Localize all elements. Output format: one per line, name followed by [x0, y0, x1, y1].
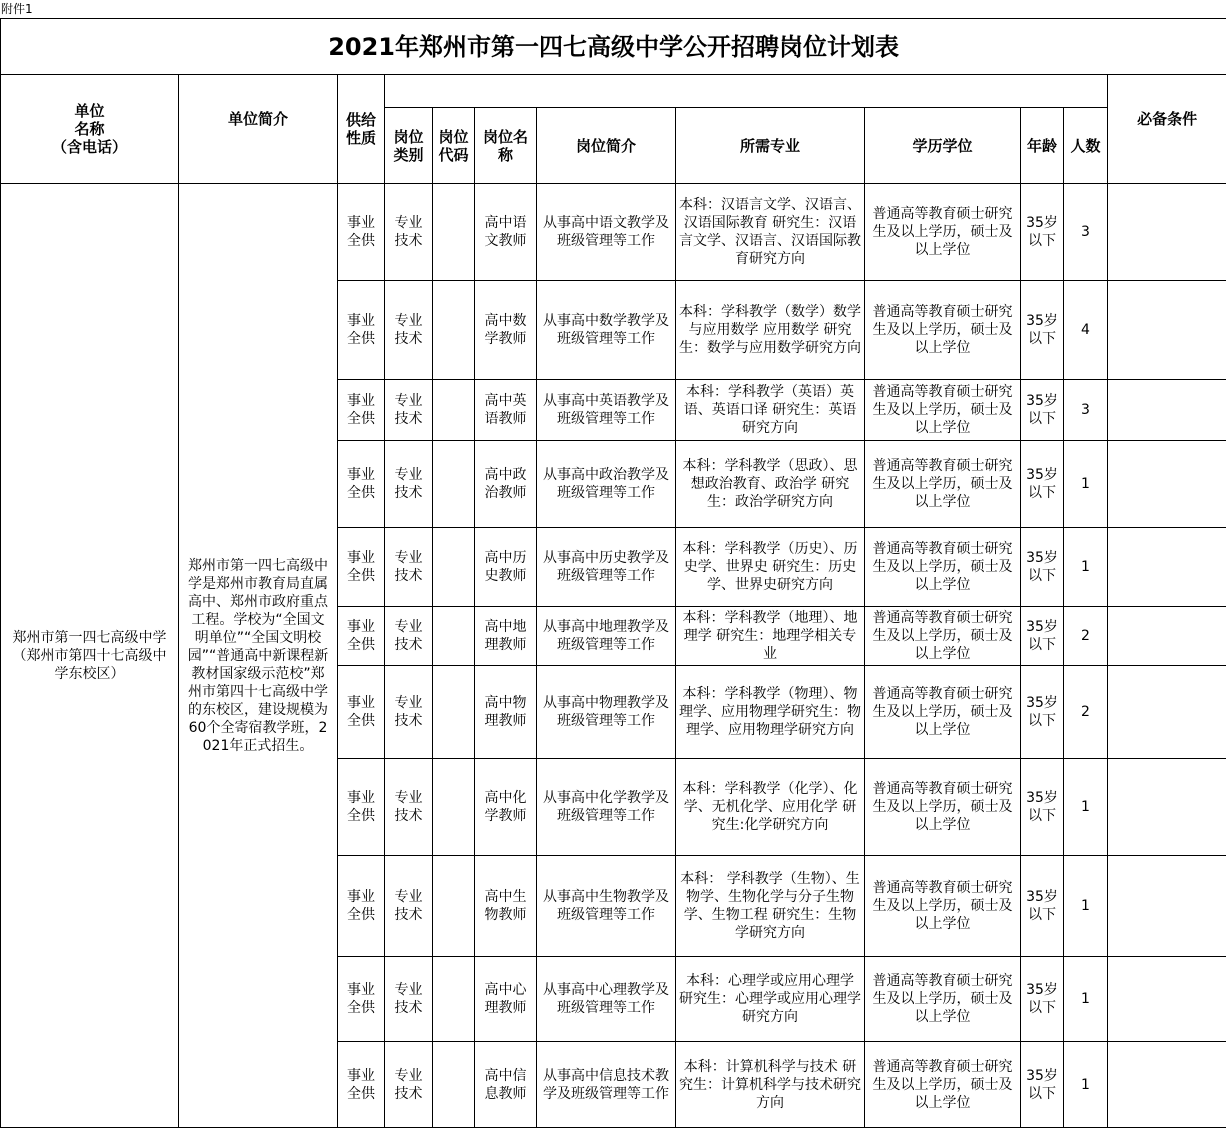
major-cell: 本科：心理学或应用心理学 研究生：心理学或应用心理学研究方向: [676, 957, 865, 1042]
post-category-cell: 专业 技术: [385, 856, 433, 957]
major-cell: 本科：学科教学（化学）、化学、无机化学、应用化学 研究生:化学研究方向: [676, 759, 865, 856]
supply-cell: 事业 全供: [338, 380, 385, 441]
post-name-cell: 高中化 学教师: [475, 759, 537, 856]
unit-intro-cell: 郑州市第一四七高级中学是郑州市教育局直属高中、郑州市政府重点工程。学校为“全国文明单位”“全国文明校园”“普通高中新课程新教材国家级示范校”郑州市第四十七高级中学的东校区，建设规模为60个全寄宿教学班，2021年正式招生。: [179, 184, 338, 1128]
age-cell: 35岁 以下: [1021, 528, 1064, 607]
post-intro-cell: 从事高中数学教学及班级管理等工作: [537, 281, 676, 380]
supply-cell: 事业 全供: [338, 759, 385, 856]
count-cell: 1: [1064, 856, 1108, 957]
count-cell: 1: [1064, 441, 1108, 528]
post-intro-cell: 从事高中地理教学及班级管理等工作: [537, 607, 676, 666]
post-intro-cell: 从事高中物理教学及班级管理等工作: [537, 666, 676, 759]
supply-cell: 事业 全供: [338, 184, 385, 281]
post-code-cell: [433, 380, 475, 441]
age-cell: 35岁 以下: [1021, 957, 1064, 1042]
header-group-cell: [385, 75, 1108, 108]
major-cell: 本科：学科教学（数学）数学与应用数学 应用数学 研究生：数学与应用数学研究方向: [676, 281, 865, 380]
education-cell: 普通高等教育硕士研究生及以上学历，硕士及以上学位: [865, 380, 1021, 441]
age-cell: 35岁 以下: [1021, 441, 1064, 528]
count-cell: 3: [1064, 184, 1108, 281]
age-cell: 35岁 以下: [1021, 607, 1064, 666]
age-cell: 35岁 以下: [1021, 856, 1064, 957]
supply-cell: 事业 全供: [338, 441, 385, 528]
required-cell: [1108, 281, 1226, 380]
post-category-cell: 专业 技术: [385, 380, 433, 441]
required-cell: [1108, 528, 1226, 607]
major-cell: 本科：计算机科学与技术 研究生：计算机科学与技术研究方向: [676, 1042, 865, 1128]
required-cell: [1108, 1042, 1226, 1128]
header-post-name: 岗位名 称: [475, 108, 537, 184]
major-cell: 本科：汉语言文学、汉语言、汉语国际教育 研究生：汉语言文学、汉语言、汉语国际教育研究方向: [676, 184, 865, 281]
required-cell: [1108, 441, 1226, 528]
post-category-cell: 专业 技术: [385, 957, 433, 1042]
count-cell: 1: [1064, 759, 1108, 856]
attachment-label: 附件1: [1, 0, 33, 18]
post-category-cell: 专业 技术: [385, 607, 433, 666]
supply-cell: 事业 全供: [338, 281, 385, 380]
post-code-cell: [433, 281, 475, 380]
education-cell: 普通高等教育硕士研究生及以上学历，硕士及以上学位: [865, 528, 1021, 607]
major-cell: 本科：学科教学（物理）、物理学、应用物理学研究生：物理学、应用物理学研究方向: [676, 666, 865, 759]
count-cell: 1: [1064, 957, 1108, 1042]
post-name-cell: 高中语 文教师: [475, 184, 537, 281]
education-cell: 普通高等教育硕士研究生及以上学历，硕士及以上学位: [865, 281, 1021, 380]
post-name-cell: 高中生 物教师: [475, 856, 537, 957]
supply-cell: 事业 全供: [338, 957, 385, 1042]
recruitment-plan-table: [0, 18, 1226, 1128]
count-cell: 2: [1064, 607, 1108, 666]
post-category-cell: 专业 技术: [385, 184, 433, 281]
post-intro-cell: 从事高中化学教学及班级管理等工作: [537, 759, 676, 856]
count-cell: 4: [1064, 281, 1108, 380]
count-cell: 2: [1064, 666, 1108, 759]
post-code-cell: [433, 184, 475, 281]
post-intro-cell: 从事高中语文教学及班级管理等工作: [537, 184, 676, 281]
header-count: 人数: [1064, 108, 1108, 184]
required-cell: [1108, 957, 1226, 1042]
post-intro-cell: 从事高中生物教学及班级管理等工作: [537, 856, 676, 957]
education-cell: 普通高等教育硕士研究生及以上学历，硕士及以上学位: [865, 759, 1021, 856]
post-name-cell: 高中信 息教师: [475, 1042, 537, 1128]
post-code-cell: [433, 528, 475, 607]
education-cell: 普通高等教育硕士研究生及以上学历，硕士及以上学位: [865, 957, 1021, 1042]
post-code-cell: [433, 759, 475, 856]
post-category-cell: 专业 技术: [385, 666, 433, 759]
supply-cell: 事业 全供: [338, 1042, 385, 1128]
post-category-cell: 专业 技术: [385, 528, 433, 607]
count-cell: 1: [1064, 1042, 1108, 1128]
post-category-cell: 专业 技术: [385, 441, 433, 528]
required-cell: [1108, 666, 1226, 759]
header-required: 必备条件: [1108, 75, 1226, 184]
education-cell: 普通高等教育硕士研究生及以上学历，硕士及以上学位: [865, 184, 1021, 281]
age-cell: 35岁 以下: [1021, 184, 1064, 281]
unit-name-cell: 郑州市第一四七高级中学（郑州市第四十七高级中学东校区）: [1, 184, 179, 1128]
education-cell: 普通高等教育硕士研究生及以上学历，硕士及以上学位: [865, 607, 1021, 666]
header-age: 年龄: [1021, 108, 1064, 184]
post-name-cell: 高中物 理教师: [475, 666, 537, 759]
major-cell: 本科： 学科教学（生物）、生物学、生物化学与分子生物学、生物工程 研究生：生物学研究方向: [676, 856, 865, 957]
post-code-cell: [433, 607, 475, 666]
post-name-cell: 高中历 史教师: [475, 528, 537, 607]
age-cell: 35岁 以下: [1021, 281, 1064, 380]
post-intro-cell: 从事高中历史教学及班级管理等工作: [537, 528, 676, 607]
header-post-code: 岗位 代码: [433, 108, 475, 184]
required-cell: [1108, 759, 1226, 856]
header-major: 所需专业: [676, 108, 865, 184]
supply-cell: 事业 全供: [338, 856, 385, 957]
post-code-cell: [433, 856, 475, 957]
supply-cell: 事业 全供: [338, 607, 385, 666]
education-cell: 普通高等教育硕士研究生及以上学历，硕士及以上学位: [865, 1042, 1021, 1128]
table-title: 2021年郑州市第一四七高级中学公开招聘岗位计划表: [1, 19, 1226, 75]
post-category-cell: 专业 技术: [385, 1042, 433, 1128]
header-unit-intro: 单位简介: [179, 75, 338, 184]
post-name-cell: 高中数 学教师: [475, 281, 537, 380]
major-cell: 本科：学科教学（思政）、思想政治教育、政治学 研究生：政治学研究方向: [676, 441, 865, 528]
header-education: 学历学位: [865, 108, 1021, 184]
post-name-cell: 高中政 治教师: [475, 441, 537, 528]
count-cell: 3: [1064, 380, 1108, 441]
table-row: [1, 184, 1226, 281]
age-cell: 35岁 以下: [1021, 759, 1064, 856]
post-code-cell: [433, 441, 475, 528]
post-code-cell: [433, 666, 475, 759]
header-post-category: 岗位 类别: [385, 108, 433, 184]
post-code-cell: [433, 957, 475, 1042]
age-cell: 35岁 以下: [1021, 666, 1064, 759]
count-cell: 1: [1064, 528, 1108, 607]
required-cell: [1108, 607, 1226, 666]
post-code-cell: [433, 1042, 475, 1128]
post-intro-cell: 从事高中信息技术教学及班级管理等工作: [537, 1042, 676, 1128]
age-cell: 35岁 以下: [1021, 1042, 1064, 1128]
post-category-cell: 专业 技术: [385, 281, 433, 380]
post-category-cell: 专业 技术: [385, 759, 433, 856]
required-cell: [1108, 856, 1226, 957]
supply-cell: 事业 全供: [338, 666, 385, 759]
major-cell: 本科：学科教学（历史）、历史学、世界史 研究生：历史学、世界史研究方向: [676, 528, 865, 607]
required-cell: [1108, 184, 1226, 281]
post-name-cell: 高中英 语教师: [475, 380, 537, 441]
supply-cell: 事业 全供: [338, 528, 385, 607]
post-intro-cell: 从事高中心理教学及班级管理等工作: [537, 957, 676, 1042]
header-post-intro: 岗位简介: [537, 108, 676, 184]
age-cell: 35岁 以下: [1021, 380, 1064, 441]
education-cell: 普通高等教育硕士研究生及以上学历，硕士及以上学位: [865, 666, 1021, 759]
required-cell: [1108, 380, 1226, 441]
post-intro-cell: 从事高中英语教学及班级管理等工作: [537, 380, 676, 441]
post-name-cell: 高中心 理教师: [475, 957, 537, 1042]
education-cell: 普通高等教育硕士研究生及以上学历，硕士及以上学位: [865, 856, 1021, 957]
header-supply: 供给 性质: [338, 75, 385, 184]
major-cell: 本科：学科教学（英语）英语、英语口译 研究生：英语研究方向: [676, 380, 865, 441]
header-unit-name: 单位 名称 （含电话）: [1, 75, 179, 184]
post-intro-cell: 从事高中政治教学及班级管理等工作: [537, 441, 676, 528]
post-name-cell: 高中地 理教师: [475, 607, 537, 666]
education-cell: 普通高等教育硕士研究生及以上学历，硕士及以上学位: [865, 441, 1021, 528]
major-cell: 本科：学科教学（地理）、地理学 研究生：地理学相关专业: [676, 607, 865, 666]
